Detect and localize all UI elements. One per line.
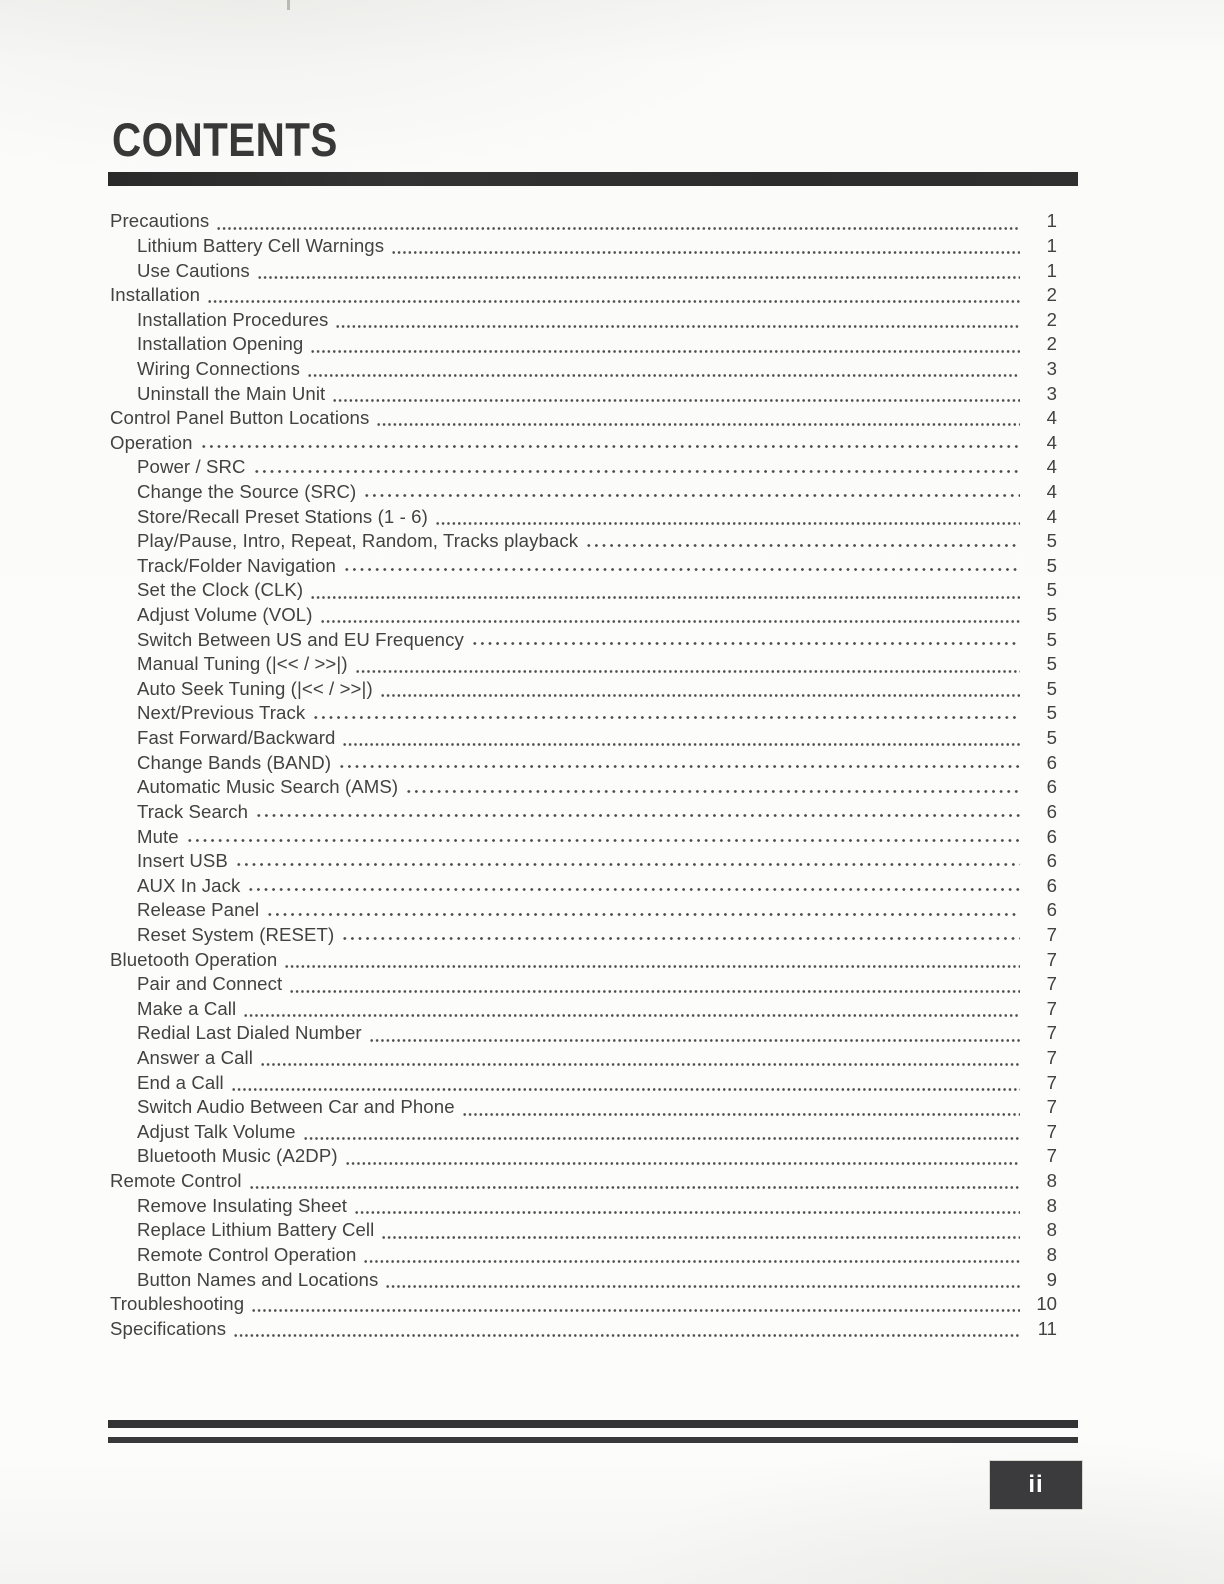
toc-entry-label: Specifications <box>110 1317 227 1339</box>
toc-entry-page: 5 <box>1046 554 1057 576</box>
toc-entry-label: Reset System (RESET) <box>137 923 335 945</box>
dot-leader <box>257 258 1020 283</box>
dot-leader <box>255 800 1020 825</box>
dot-leader <box>200 430 1020 455</box>
toc-entry-page: 7 <box>1046 973 1057 995</box>
dot-leader <box>462 1095 1020 1120</box>
toc-entry-page: 4 <box>1046 431 1057 453</box>
toc-entry <box>110 972 1057 997</box>
dot-leader <box>284 947 1020 972</box>
toc-entry-label: Button Names and Locations <box>137 1268 379 1290</box>
dot-leader <box>310 332 1020 357</box>
dot-leader <box>363 480 1020 505</box>
dot-leader <box>231 1070 1020 1095</box>
toc-entry-page: 3 <box>1046 357 1057 379</box>
toc-entry <box>110 1267 1057 1292</box>
toc-entry <box>110 1193 1057 1218</box>
toc-entry-label: Precautions <box>110 210 210 232</box>
toc-entry-label: Lithium Battery Cell Warnings <box>137 234 385 256</box>
dot-leader <box>303 1120 1020 1145</box>
toc-entry-page: 7 <box>1046 1120 1057 1142</box>
toc-entry-page: 7 <box>1046 997 1057 1019</box>
toc-entry-label: Installation Procedures <box>137 308 329 330</box>
dot-leader <box>249 1169 1020 1194</box>
toc-entry-page: 5 <box>1046 702 1057 724</box>
toc-entry <box>110 357 1057 382</box>
dot-leader <box>243 997 1020 1022</box>
toc-entry <box>110 234 1057 259</box>
toc-entry <box>110 554 1057 579</box>
toc-entry-label: Release Panel <box>137 899 260 921</box>
dot-leader <box>235 849 1020 874</box>
toc-entry <box>110 775 1057 800</box>
toc-entry <box>110 504 1057 529</box>
toc-entry <box>110 332 1057 357</box>
dot-leader <box>307 357 1020 382</box>
toc-entry-label: Remote Control <box>110 1170 242 1192</box>
toc-entry-label: Change the Source (SRC) <box>137 481 357 502</box>
toc-entry-page: 5 <box>1046 677 1057 699</box>
dot-leader <box>376 406 1020 431</box>
dot-leader <box>310 578 1020 603</box>
toc-entry-page: 2 <box>1046 284 1057 306</box>
toc-entry <box>110 873 1057 898</box>
toc-entry-page: 1 <box>1046 234 1057 256</box>
dot-leader <box>332 381 1020 406</box>
toc-entry-page: 5 <box>1046 727 1057 749</box>
dot-leader <box>435 504 1020 529</box>
dot-leader <box>354 1193 1020 1218</box>
toc-entry-label: Remote Control Operation <box>137 1243 357 1265</box>
dot-leader <box>289 972 1020 997</box>
dot-leader <box>312 701 1020 726</box>
toc-entry-page: 1 <box>1046 259 1057 281</box>
toc-entry-page: 7 <box>1046 1145 1057 1167</box>
toc-entry-label: End a Call <box>137 1071 224 1093</box>
dot-leader <box>355 652 1020 677</box>
toc-entry <box>110 455 1057 480</box>
dot-leader <box>251 1292 1020 1317</box>
page-number-label: ii <box>1028 1471 1044 1498</box>
dot-leader <box>380 677 1020 702</box>
toc-entry-page: 2 <box>1046 333 1057 355</box>
dot-leader <box>341 923 1020 948</box>
dot-leader <box>253 455 1020 480</box>
dot-leader <box>471 627 1020 652</box>
toc-entry <box>110 627 1057 652</box>
toc-entry-label: Remove Insulating Sheet <box>137 1194 348 1216</box>
toc-entry-label: Track/Folder Navigation <box>137 554 336 576</box>
footer-divider-top <box>108 1420 1078 1428</box>
dot-leader <box>345 1144 1020 1169</box>
toc-entry <box>110 923 1057 948</box>
toc-entry-label: Change Bands (BAND) <box>137 751 332 773</box>
toc-entry-page: 5 <box>1046 530 1057 552</box>
toc-entry-label: Mute <box>137 825 179 847</box>
dot-leader <box>385 1267 1020 1292</box>
toc-entry <box>110 997 1057 1022</box>
toc-entry-label: Bluetooth Music (A2DP) <box>137 1145 338 1167</box>
toc-entry-page: 4 <box>1046 481 1057 502</box>
footer-divider-bottom <box>108 1437 1078 1443</box>
toc-entry-label: Bluetooth Operation <box>110 948 278 970</box>
toc-entry <box>110 1292 1057 1317</box>
toc-entry-page: 10 <box>1036 1293 1057 1315</box>
dot-leader <box>186 824 1020 849</box>
toc-entry-page: 6 <box>1046 751 1057 773</box>
toc-entry-label: Power / SRC <box>137 456 246 478</box>
toc-list <box>110 209 1057 1341</box>
toc-entry-page: 8 <box>1046 1243 1057 1265</box>
toc-entry <box>110 726 1057 751</box>
toc-entry <box>110 1120 1057 1145</box>
toc-entry-label: Redial Last Dialed Number <box>137 1022 362 1044</box>
toc-entry <box>110 947 1057 972</box>
toc-entry-label: Fast Forward/Backward <box>137 727 336 749</box>
title-divider <box>108 172 1078 186</box>
toc-entry-label: Set the Clock (CLK) <box>137 579 304 601</box>
toc-entry-page: 7 <box>1046 923 1057 945</box>
toc-entry <box>110 1021 1057 1046</box>
dot-leader <box>320 603 1020 628</box>
toc-entry <box>110 603 1057 628</box>
toc-entry-label: Manual Tuning (|<< / >>|) <box>137 653 348 675</box>
toc-entry-page: 7 <box>1046 1071 1057 1093</box>
toc-entry <box>110 381 1057 406</box>
toc-entry-label: Adjust Volume (VOL) <box>137 604 313 626</box>
toc-entry-label: Store/Recall Preset Stations (1 - 6) <box>137 505 428 527</box>
toc-entry <box>110 1095 1057 1120</box>
page-number-badge <box>990 1461 1082 1509</box>
toc-entry-page: 7 <box>1046 1096 1057 1118</box>
toc-entry-page: 8 <box>1046 1170 1057 1192</box>
toc-entry-label: Pair and Connect <box>137 973 283 995</box>
toc-entry-page: 5 <box>1046 653 1057 675</box>
toc-entry-page: 4 <box>1046 456 1057 478</box>
toc-entry <box>110 430 1057 455</box>
toc-entry-page: 7 <box>1046 948 1057 970</box>
dot-leader <box>247 873 1020 898</box>
toc-entry <box>110 750 1057 775</box>
toc-entry-label: Play/Pause, Intro, Repeat, Random, Tracks playback <box>137 530 579 552</box>
dot-leader <box>369 1021 1020 1046</box>
toc-entry-label: Auto Seek Tuning (|<< / >>|) <box>137 677 373 699</box>
toc-entry <box>110 209 1057 234</box>
toc-entry <box>110 529 1057 554</box>
toc-entry <box>110 824 1057 849</box>
toc-entry-label: Use Cautions <box>137 259 250 281</box>
toc-entry <box>110 1169 1057 1194</box>
toc-entry <box>110 480 1057 505</box>
toc-entry-page: 9 <box>1046 1268 1057 1290</box>
dot-leader <box>266 898 1020 923</box>
toc-entry-label: Make a Call <box>137 997 237 1019</box>
toc-entry <box>110 1316 1057 1341</box>
toc-entry-page: 7 <box>1046 1047 1057 1069</box>
dot-leader <box>405 775 1020 800</box>
dot-leader <box>343 554 1020 579</box>
toc-entry <box>110 800 1057 825</box>
toc-entry-label: Installation <box>110 284 201 306</box>
toc-entry-label: Track Search <box>137 800 249 822</box>
dot-leader <box>207 283 1020 308</box>
toc-entry-label: Adjust Talk Volume <box>137 1120 296 1142</box>
scan-artifact <box>287 0 290 10</box>
toc-entry <box>110 258 1057 283</box>
toc-entry-label: Installation Opening <box>137 333 304 355</box>
toc-entry-page: 1 <box>1046 210 1057 232</box>
dot-leader <box>363 1243 1020 1268</box>
dot-leader <box>585 529 1020 554</box>
toc-entry <box>110 652 1057 677</box>
toc-entry <box>110 283 1057 308</box>
toc-entry-page: 5 <box>1046 628 1057 650</box>
toc-entry-page: 4 <box>1046 505 1057 527</box>
dot-leader <box>391 234 1020 259</box>
toc-entry-page: 3 <box>1046 382 1057 404</box>
toc-entry-page: 4 <box>1046 407 1057 429</box>
dot-leader <box>216 209 1020 234</box>
toc-entry-label: Answer a Call <box>137 1047 254 1069</box>
dot-leader <box>381 1218 1020 1243</box>
toc-entry-page: 7 <box>1046 1022 1057 1044</box>
toc-entry <box>110 406 1057 431</box>
dot-leader <box>233 1316 1020 1341</box>
toc-entry <box>110 701 1057 726</box>
toc-entry-page: 5 <box>1046 604 1057 626</box>
toc-entry-label: Uninstall the Main Unit <box>137 382 326 404</box>
toc-entry-page: 2 <box>1046 308 1057 330</box>
toc-entry-label: Troubleshooting <box>110 1293 245 1315</box>
toc-entry-label: Automatic Music Search (AMS) <box>137 776 399 798</box>
toc-entry-page: 8 <box>1046 1219 1057 1241</box>
toc-entry-label: AUX In Jack <box>137 874 241 896</box>
toc-entry-page: 6 <box>1046 800 1057 822</box>
page-title: CONTENTS <box>112 113 338 166</box>
toc-entry-page: 6 <box>1046 899 1057 921</box>
toc-entry-page: 8 <box>1046 1194 1057 1216</box>
toc-entry <box>110 1144 1057 1169</box>
toc-entry-label: Control Panel Button Locations <box>110 407 370 429</box>
toc-entry <box>110 849 1057 874</box>
toc-entry-page: 6 <box>1046 850 1057 872</box>
toc-entry <box>110 578 1057 603</box>
toc-entry <box>110 1046 1057 1071</box>
dot-leader <box>260 1046 1020 1071</box>
toc-entry <box>110 1070 1057 1095</box>
toc-entry-page: 6 <box>1046 825 1057 847</box>
toc-entry-page: 5 <box>1046 579 1057 601</box>
dot-leader <box>338 750 1020 775</box>
toc-entry <box>110 307 1057 332</box>
toc-entry <box>110 1218 1057 1243</box>
toc-entry-label: Replace Lithium Battery Cell <box>137 1219 375 1241</box>
toc-entry-label: Next/Previous Track <box>137 702 306 724</box>
toc-entry-page: 6 <box>1046 874 1057 896</box>
toc-entry-label: Switch Audio Between Car and Phone <box>137 1096 455 1118</box>
toc-entry <box>110 898 1057 923</box>
toc-entry-label: Insert USB <box>137 850 228 872</box>
dot-leader <box>342 726 1020 751</box>
toc-entry <box>110 1243 1057 1268</box>
toc-entry-page: 11 <box>1037 1317 1057 1339</box>
toc-entry-label: Switch Between US and EU Frequency <box>137 628 464 650</box>
toc-entry <box>110 677 1057 702</box>
toc-entry-label: Operation <box>110 431 193 453</box>
toc-entry-label: Wiring Connections <box>137 357 301 379</box>
toc-entry-page: 6 <box>1046 776 1057 798</box>
dot-leader <box>335 307 1020 332</box>
